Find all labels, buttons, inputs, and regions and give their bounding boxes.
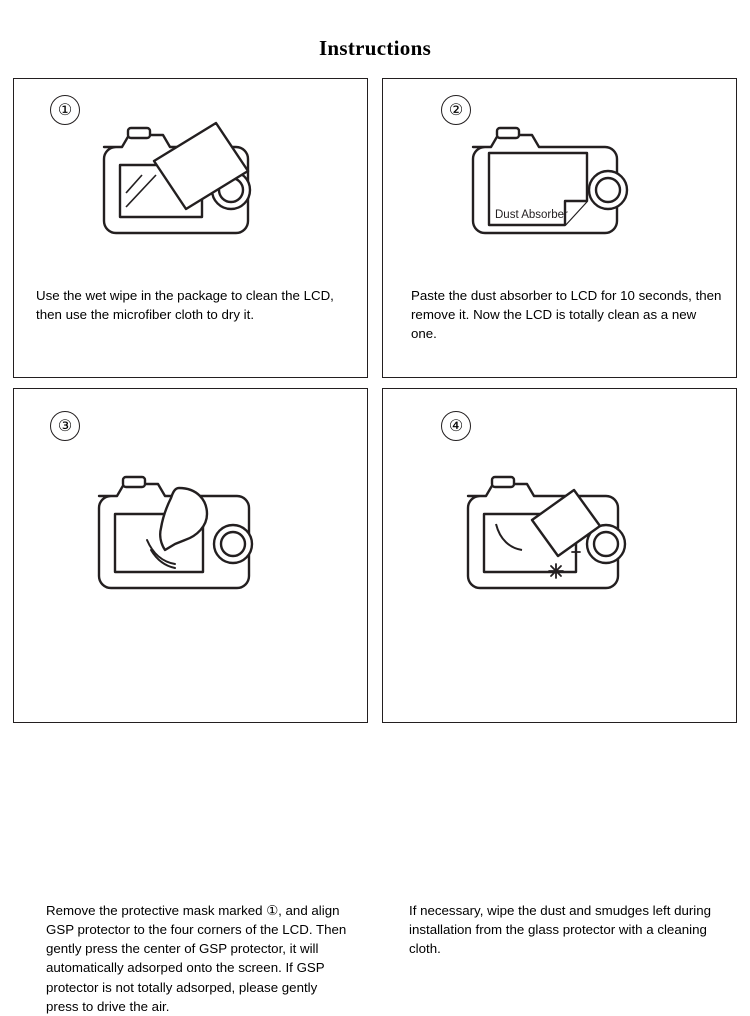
- step-number-4: ④: [441, 411, 471, 441]
- camera-finger-press-icon: [71, 444, 311, 629]
- step-illustration-2: [383, 87, 736, 277]
- page-title: Instructions: [318, 36, 432, 60]
- camera-cleaning-cloth-icon: [440, 444, 680, 629]
- step-illustration-1: [14, 87, 367, 277]
- step-panel-2: [382, 78, 737, 378]
- step-caption-3: Remove the protective mask marked ①, and align GSP protector to the four corners of the LCD. Then gently press the center of GSP protector, it will automatically adsorped onto the screen. If GSP protector is not totally adsorped, please gently press to drive the air.: [46, 903, 347, 1014]
- step-caption-2: Paste the dust absorber to LCD for 10 seconds, then remove it. Now the LCD is totally clean as a new one.: [411, 288, 722, 342]
- camera-wipe-icon: [76, 95, 306, 270]
- step-panel-3: [13, 388, 368, 1014]
- step-number-3: ③: [50, 411, 80, 441]
- step-caption-1: Use the wet wipe in the package to clean the LCD, then use the microfiber cloth to dry it.: [36, 288, 334, 323]
- step-number-2: ②: [441, 95, 471, 125]
- camera-dust-absorber-icon: [445, 95, 675, 270]
- step-illustration-3: [14, 431, 367, 641]
- steps-grid: [13, 78, 737, 1014]
- step-caption-4: If necessary, wipe the dust and smudges left during installation from the glass protector with a cleaning cloth.: [409, 903, 712, 957]
- dust-absorber-label: Dust Absorber: [494, 208, 568, 221]
- step-illustration-4: [383, 431, 736, 641]
- step-panel-1: [13, 78, 368, 378]
- step-panel-4: [382, 388, 737, 957]
- step-number-1: ①: [50, 95, 80, 125]
